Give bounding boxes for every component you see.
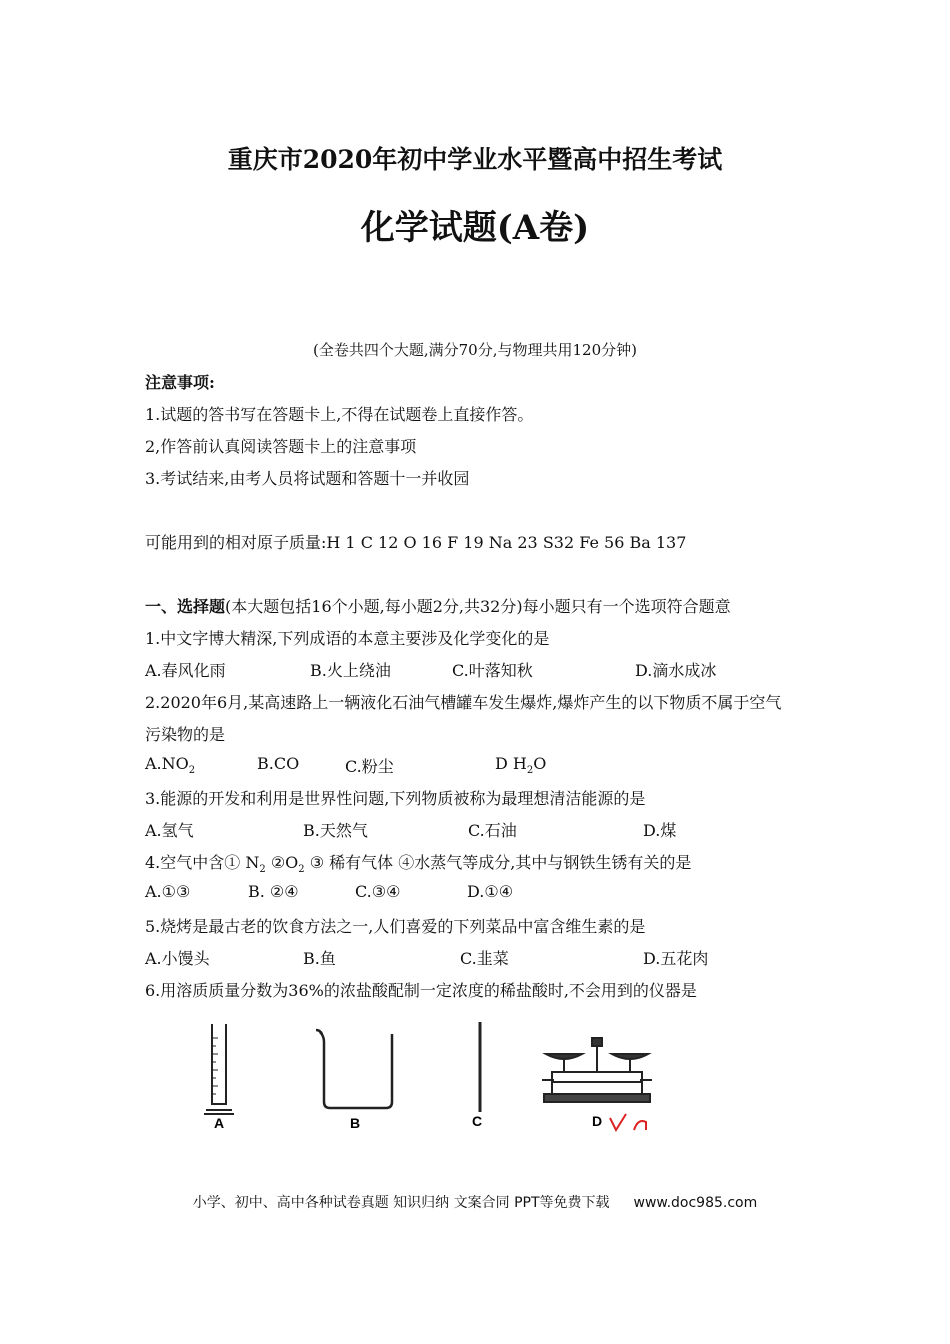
balance-icon bbox=[542, 1038, 652, 1102]
option: B.火上绕油 bbox=[310, 661, 391, 680]
figure-label-d: D bbox=[592, 1113, 603, 1129]
exam-subtitle: 化学试题(A卷) bbox=[360, 208, 590, 248]
option: D.五花肉 bbox=[643, 949, 709, 968]
question-5-stem: 5.烧烤是最古老的饮食方法之一,人们喜爱的下列菜品中富含维生素的是 bbox=[145, 917, 646, 936]
question-5-options bbox=[145, 946, 845, 968]
option: A.氢气 bbox=[145, 821, 194, 840]
option: D.滴水成冰 bbox=[635, 661, 717, 680]
option: C.石油 bbox=[468, 821, 517, 840]
graduated-cylinder-icon bbox=[204, 1024, 234, 1114]
option: C.韭菜 bbox=[460, 949, 509, 968]
beaker-icon bbox=[316, 1030, 392, 1108]
option: D.①④ bbox=[467, 882, 514, 901]
question-3-options bbox=[145, 818, 845, 840]
option: B. ②④ bbox=[248, 882, 299, 901]
option: D.煤 bbox=[643, 821, 677, 840]
check-mark-icon bbox=[610, 1114, 646, 1130]
notes-heading: 注意事项: bbox=[145, 373, 215, 392]
question-2-stem: 2.2020年6月,某高速路上一辆液化石油气槽罐车发生爆炸,爆炸产生的以下物质不属于空气 bbox=[145, 693, 782, 712]
option: C.粉尘 bbox=[345, 757, 394, 776]
footer-text: 小学、初中、高中各种试卷真题 知识归纳 文案合同 PPT等免费下载 bbox=[192, 1195, 610, 1211]
section-1-heading bbox=[145, 594, 731, 617]
exam-title: 重庆市2020年初中学业水平暨高中招生考试 bbox=[227, 145, 723, 174]
section-1-desc: (本大题包括16个小题,每小题2分,共32分)每小题只有一个选项符合题意 bbox=[225, 597, 731, 616]
note-item: 1.试题的答书写在答题卡上,不得在试题卷上直接作答。 bbox=[145, 405, 534, 424]
option: A.小馒头 bbox=[145, 949, 210, 968]
question-1-options bbox=[145, 658, 845, 680]
option: D $H_2O$ bbox=[495, 754, 547, 777]
figure-label-b: B bbox=[350, 1115, 361, 1131]
question-6-stem: 6.用溶质质量分数为36%的浓盐酸配制一定浓度的稀盐酸时,不会用到的仪器是 bbox=[145, 981, 697, 1000]
option: A.①③ bbox=[145, 882, 191, 901]
option: B.天然气 bbox=[303, 821, 368, 840]
option: A.春风化雨 bbox=[145, 661, 226, 680]
exam-info: (全卷共四个大题,满分70分,与物理共用120分钟) bbox=[313, 341, 637, 359]
question-1-stem: 1.中文字博大精深,下列成语的本意主要涉及化学变化的是 bbox=[145, 629, 550, 648]
apparatus-figure bbox=[160, 1018, 680, 1138]
option: $A.NO_2$ bbox=[145, 754, 196, 777]
apparatus-drawing bbox=[160, 1018, 680, 1138]
figure-label-a: A bbox=[214, 1115, 225, 1131]
note-item: 2,作答前认真阅读答题卡上的注意事项 bbox=[145, 437, 417, 456]
question-4-options bbox=[145, 882, 845, 904]
option: B.CO bbox=[257, 754, 300, 773]
option: B.鱼 bbox=[303, 949, 336, 968]
question-4-stem: 4.空气中含① $N_2$ $②O_2$ ③ 稀有气体 ④水蒸气等成分,其中与钢铁生锈有关的是 bbox=[145, 853, 692, 876]
figure-label-c: C bbox=[472, 1113, 483, 1129]
option: C.叶落知秋 bbox=[452, 661, 533, 680]
atomic-masses: 可能用到的相对原子质量:H 1 C 12 O 16 F 19 Na 23 S32 Fe 56 Ba 137 bbox=[145, 533, 687, 552]
section-1-label: 一、选择题 bbox=[145, 597, 226, 616]
footer-site: www.doc985.com bbox=[633, 1195, 758, 1211]
question-2-stem-cont: 污染物的是 bbox=[145, 725, 226, 744]
note-item: 3.考试结来,由考人员将试题和答题十一并收园 bbox=[145, 469, 470, 488]
option: C.③④ bbox=[355, 882, 401, 901]
question-3-stem: 3.能源的开发和利用是世界性问题,下列物质被称为最理想清洁能源的是 bbox=[145, 789, 646, 808]
page-footer bbox=[0, 1192, 950, 1212]
question-2-options bbox=[145, 754, 845, 776]
